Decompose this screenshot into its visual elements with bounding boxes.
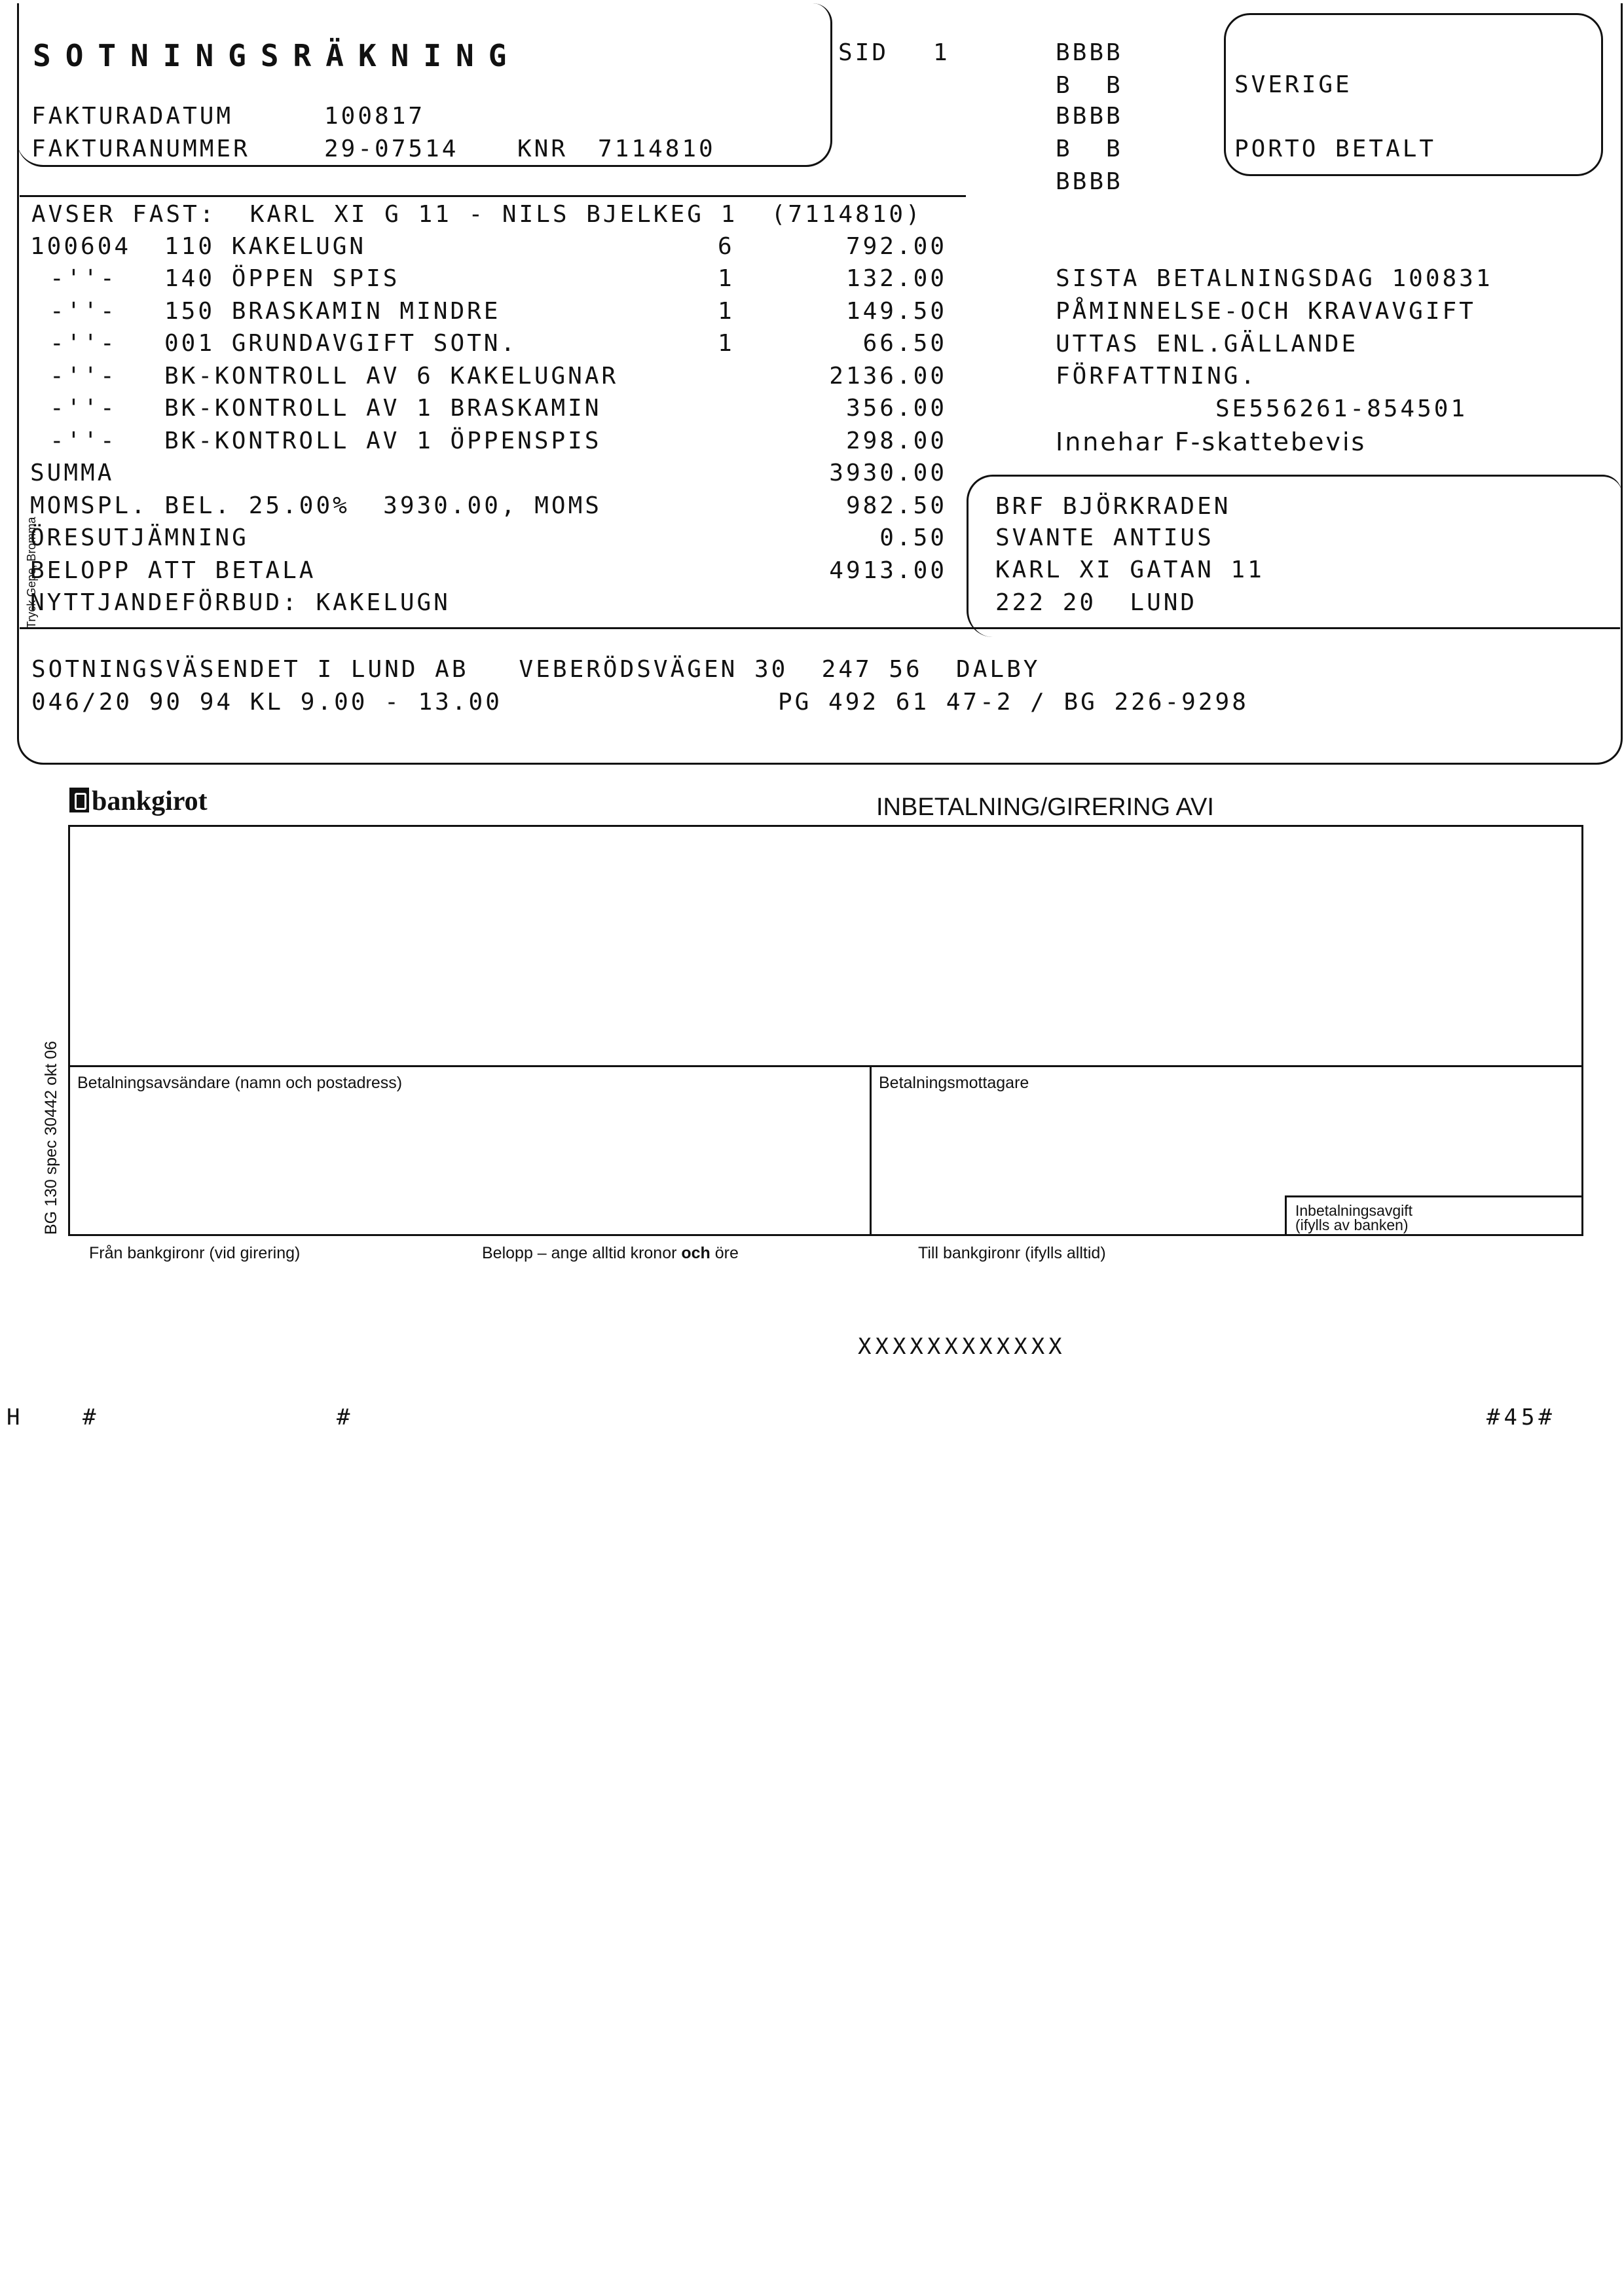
ocr-h: H: [7, 1404, 23, 1430]
total-label: NYTTJANDEFÖRBUD: KAKELUGN: [30, 589, 451, 617]
item-qty: 6: [718, 232, 735, 260]
bbbb-line: B B: [1056, 72, 1123, 99]
total-amount: [757, 587, 947, 620]
knr-label: KNR: [517, 136, 568, 162]
totals-row: [30, 555, 947, 587]
item-amount: 356.00: [845, 395, 947, 422]
fakturanummer-value: 29-07514: [324, 136, 459, 162]
fee-notice: UTTAS ENL.GÄLLANDE: [1056, 331, 1359, 357]
sid-value: 1: [933, 39, 950, 66]
totals-row: [30, 522, 947, 555]
bankgirot-logo-text: bankgirot: [92, 786, 208, 816]
total-amount: 3930.00: [829, 460, 947, 487]
bbbb-line: BBBB: [1056, 168, 1123, 195]
fakturadatum-value: 100817: [324, 103, 426, 130]
fakturanummer-label: FAKTURANUMMER: [31, 136, 250, 162]
item-date: -''-: [50, 362, 117, 390]
bbbb-line: BBBB: [1056, 103, 1123, 130]
slip-frame: [68, 825, 1583, 1236]
total-label: MOMSPL. BEL. 25.00% 3930.00, MOMS: [30, 492, 602, 519]
from-giro-label: Från bankgironr (vid girering): [89, 1244, 301, 1262]
recipient-street: KARL XI GATAN 11: [995, 556, 1264, 583]
giro-line: PG 492 61 47-2 / BG 226-9298: [778, 689, 1249, 716]
item-qty: [718, 425, 757, 458]
table-row: [30, 230, 947, 263]
payer-label: Betalningsavsändare (namn och postadress): [77, 1074, 403, 1092]
item-amount: 132.00: [845, 265, 947, 293]
avser-line: AVSER FAST: KARL XI G 11 - NILS BJELKEG 1 (7114810): [31, 201, 923, 228]
totals-row: [30, 587, 947, 620]
table-row: [30, 425, 947, 458]
slip-heading: INBETALNING/GIRERING AVI: [876, 793, 1214, 821]
item-desc: 140 ÖPPEN SPIS: [164, 265, 400, 293]
total-label: SUMMA: [30, 460, 115, 487]
sid-label: SID: [838, 39, 889, 66]
recipient-name: BRF BJÖRKRADEN: [995, 493, 1231, 520]
sender-line: SOTNINGSVÄSENDET I LUND AB VEBERÖDSVÄGEN 30 247 56 DALBY: [31, 656, 1041, 683]
item-date: -''-: [50, 265, 117, 293]
item-qty: [718, 393, 757, 426]
printer-note: Tryck Gepe, Bromma: [25, 517, 38, 629]
fee-label: Inbetalningsavgift: [1295, 1202, 1413, 1219]
amount-label-bold: och: [681, 1244, 710, 1262]
total-label: BELOPP ATT BETALA: [30, 556, 316, 584]
item-date: -''-: [50, 297, 117, 325]
total-amount: 0.50: [879, 524, 947, 552]
fee-notice: PÅMINNELSE-OCH KRAVAVGIFT: [1056, 298, 1476, 325]
item-date: -''-: [50, 427, 117, 454]
fee-sublabel: (ifylls av banken): [1295, 1216, 1409, 1233]
item-date: 100604: [30, 232, 132, 260]
bankgirot-logo: [69, 786, 208, 817]
amount-label-text: Belopp – ange alltid kronor: [482, 1244, 682, 1262]
item-desc: 110 KAKELUGN: [164, 232, 367, 260]
table-row: [30, 295, 947, 328]
knr-value: 7114810: [598, 136, 716, 162]
table-row: [30, 328, 947, 361]
postage-text: PORTO BETALT: [1234, 136, 1437, 162]
total-amount: 4913.00: [829, 556, 947, 584]
totals-row: [30, 458, 947, 490]
invoice-title: SOTNINGSRÄKNING: [33, 38, 521, 73]
ocr-code: #45#: [1486, 1404, 1556, 1430]
item-amount: 66.50: [862, 330, 947, 357]
item-desc: BK-KONTROLL AV 6 KAKELUGNAR: [164, 362, 619, 390]
item-desc: BK-KONTROLL AV 1 ÖPPENSPIS: [164, 427, 602, 454]
item-desc: 001 GRUNDAVGIFT SOTN.: [164, 330, 518, 357]
to-giro-label: Till bankgironr (ifylls alltid): [918, 1244, 1106, 1262]
phone-line: 046/20 90 94 KL 9.00 - 13.00: [31, 689, 502, 716]
bankgirot-logo-icon: [69, 788, 89, 812]
totals-row: [30, 490, 947, 522]
f-tax-notice: Innehar F-skattebevis: [1056, 428, 1367, 456]
item-amount: 298.00: [845, 427, 947, 454]
item-amount: 792.00: [845, 232, 947, 260]
ocr-x-line: XXXXXXXXXXXX: [858, 1334, 1066, 1360]
item-desc: BK-KONTROLL AV 1 BRASKAMIN: [164, 395, 602, 422]
total-amount: 982.50: [845, 492, 947, 519]
footer-divider: [20, 627, 1620, 629]
slip-divider: [68, 1065, 1583, 1067]
item-amount: 2136.00: [829, 362, 947, 390]
fakturadatum-label: FAKTURADATUM: [31, 103, 234, 130]
item-qty: [718, 360, 757, 393]
item-amount: 149.50: [845, 297, 947, 325]
table-row: [30, 393, 947, 426]
recipient-postal: 222 20 LUND: [995, 589, 1198, 616]
table-row: [30, 360, 947, 393]
recipient-person: SVANTE ANTIUS: [995, 524, 1214, 551]
fee-notice: FÖRFATTNING.: [1056, 363, 1258, 390]
total-label: ÖRESUTJÄMNING: [30, 524, 249, 552]
due-date-notice: SISTA BETALNINGSDAG 100831: [1056, 265, 1493, 292]
amount-label: [482, 1244, 739, 1263]
amount-label-tail: öre: [710, 1244, 739, 1262]
bbbb-line: BBBB: [1056, 39, 1123, 66]
payee-label: Betalningsmottagare: [879, 1074, 1029, 1092]
item-qty: 1: [718, 297, 735, 325]
table-row: [30, 263, 947, 296]
item-date: -''-: [50, 330, 117, 357]
item-qty: 1: [718, 265, 735, 293]
item-desc: 150 BRASKAMIN MINDRE: [164, 297, 501, 325]
postage-country: SVERIGE: [1234, 71, 1352, 98]
slip-spec: BG 130 spec 30442 okt 06: [42, 1040, 60, 1235]
org-number: SE556261-854501: [1215, 395, 1468, 422]
items-table: [30, 230, 947, 619]
item-qty: 1: [718, 330, 735, 357]
slip-column-divider: [870, 1065, 872, 1236]
item-date: -''-: [50, 395, 117, 422]
header-divider: [20, 195, 966, 197]
ocr-hash: #: [83, 1404, 99, 1430]
ocr-hash: #: [337, 1404, 353, 1430]
bbbb-line: B B: [1056, 136, 1123, 162]
